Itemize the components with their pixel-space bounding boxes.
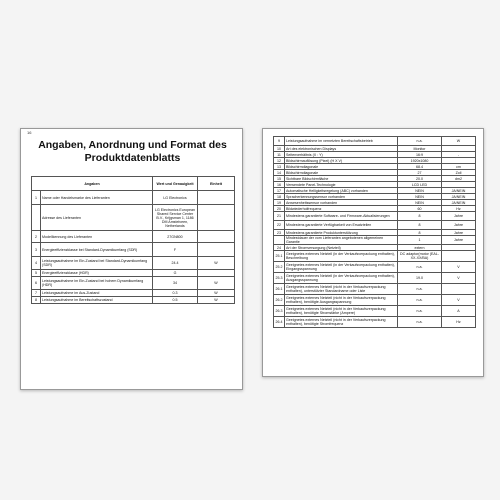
row-unit bbox=[442, 284, 476, 295]
row-label: Energieeffizienzklasse (HDR) bbox=[41, 270, 153, 277]
table-row bbox=[274, 212, 476, 221]
row-label: Verwendete Panel-Technologie bbox=[285, 182, 398, 188]
row-unit: Jahre bbox=[442, 236, 476, 245]
row-unit: cm bbox=[442, 164, 476, 170]
row-unit: JA/NEIN bbox=[442, 194, 476, 200]
product-data-table-left bbox=[31, 176, 235, 304]
page-number: 16 bbox=[27, 130, 32, 135]
row-label: Geeignetes externes Netzteil (nicht in der Verkaufsverpackung enthalten), benötigte Ausgangsspannung bbox=[285, 295, 398, 306]
row-number: 26.4 bbox=[274, 317, 285, 328]
row-number: 17 bbox=[274, 188, 285, 194]
row-value: extern bbox=[398, 245, 442, 251]
row-unit: Jahre bbox=[442, 230, 476, 236]
row-unit: Jahre bbox=[442, 212, 476, 221]
row-number: 25.2 bbox=[274, 262, 285, 273]
row-number: 26.2 bbox=[274, 295, 285, 306]
row-value: n.a. bbox=[398, 284, 442, 295]
row-value: 8 bbox=[398, 221, 442, 230]
row-number: 8 bbox=[32, 297, 41, 304]
row-value: 1 bbox=[398, 236, 442, 245]
row-value: 0.3 bbox=[153, 290, 198, 297]
table-row bbox=[274, 137, 476, 146]
row-number: 7 bbox=[32, 290, 41, 297]
row-value: LG Electronics bbox=[153, 191, 198, 205]
row-label: Leistungsaufnahme im Bereitschaftszustand bbox=[41, 297, 153, 304]
row-value: 20.0 bbox=[398, 176, 442, 182]
row-label: Adresse des Lieferanten bbox=[41, 205, 153, 231]
row-number: 12 bbox=[274, 158, 285, 164]
row-number: 23 bbox=[274, 230, 285, 236]
row-label: Seitenverhältnis (X : Y) bbox=[285, 152, 398, 158]
table-row bbox=[274, 306, 476, 317]
row-number: 4 bbox=[32, 257, 41, 270]
row-value: 24.4 bbox=[153, 257, 198, 270]
row-number: 26.3 bbox=[274, 306, 285, 317]
header-einheit: Einheit bbox=[198, 177, 235, 191]
row-value: 0.5 bbox=[153, 297, 198, 304]
row-label: Geeignetes externes Netzteil (nicht in der Verkaufsverpackung enthalten), benötigte Stromstärke (Ampere) bbox=[285, 306, 398, 317]
row-label: Bildschirmdiagonale bbox=[285, 164, 398, 170]
row-number bbox=[32, 205, 41, 231]
table-row bbox=[274, 273, 476, 284]
row-unit: Jahre bbox=[442, 221, 476, 230]
row-label: Spracherkennungssensor vorhanden bbox=[285, 194, 398, 200]
row-value: G bbox=[153, 270, 198, 277]
row-value: Monitor bbox=[398, 146, 442, 152]
table-row bbox=[32, 297, 235, 304]
row-number: 22 bbox=[274, 221, 285, 230]
row-value: DC adaptor(motor (EAL-XX-XX/BA) bbox=[398, 251, 442, 262]
row-value: n.a. bbox=[398, 295, 442, 306]
row-number: 5 bbox=[32, 270, 41, 277]
row-value: 1920x1080 bbox=[398, 158, 442, 164]
row-label: Leistungsaufnahme im Ein-Zustand bei Standard-Dynamikumfang (SDR) bbox=[41, 257, 153, 270]
row-unit: JA/NEIN bbox=[442, 188, 476, 194]
row-number: 3 bbox=[32, 243, 41, 257]
row-number: 11 bbox=[274, 152, 285, 158]
row-unit bbox=[198, 270, 235, 277]
row-number: 20 bbox=[274, 206, 285, 212]
row-number: 21 bbox=[274, 212, 285, 221]
row-value: 27GN800 bbox=[153, 231, 198, 243]
datasheet-page-right bbox=[262, 128, 484, 377]
row-label: Mindestens garantierte Verfügbarkeit von Ersatzteilen bbox=[285, 221, 398, 230]
table-row bbox=[274, 236, 476, 245]
row-label: Modellkennung des Lieferanten bbox=[41, 231, 153, 243]
row-value: NEIN bbox=[398, 194, 442, 200]
row-number: 9 bbox=[274, 137, 285, 146]
row-unit bbox=[198, 243, 235, 257]
table-row bbox=[32, 243, 235, 257]
row-number: 2 bbox=[32, 231, 41, 243]
row-value: 68.4 bbox=[398, 164, 442, 170]
table-row bbox=[274, 262, 476, 273]
row-unit: Hz bbox=[442, 206, 476, 212]
row-label: Art des elektronischen Displays bbox=[285, 146, 398, 152]
row-number: 25.1 bbox=[274, 251, 285, 262]
row-number: 14 bbox=[274, 170, 285, 176]
row-number: 15 bbox=[274, 176, 285, 182]
row-unit: W bbox=[442, 137, 476, 146]
row-label: Name oder Handelsmarke des Lieferanten bbox=[41, 191, 153, 205]
row-label: Energieeffizienzklasse bei Standard-Dynamikumfang (SDR) bbox=[41, 243, 153, 257]
row-label: Mindestdauer der vom Lieferanten angebotenen allgemeinen Garantie bbox=[285, 236, 398, 245]
row-value: LG Electronics European Shared Service Center B.V., Krijgsman 1, 1186 DM Amstelveen, Netherlands bbox=[153, 205, 198, 231]
row-unit: V bbox=[442, 273, 476, 284]
row-number bbox=[274, 236, 285, 245]
row-label: Bildwiederholfrequenz bbox=[285, 206, 398, 212]
table-row bbox=[32, 277, 235, 290]
row-label: Automatische Helligkeitsregelung (ABC) vorhanden bbox=[285, 188, 398, 194]
row-unit: Zoll bbox=[442, 170, 476, 176]
table-row bbox=[32, 231, 235, 243]
row-value: LCD LED bbox=[398, 182, 442, 188]
row-unit: JA/NEIN bbox=[442, 200, 476, 206]
row-number: 1 bbox=[32, 191, 41, 205]
row-unit: W bbox=[198, 297, 235, 304]
row-unit: W bbox=[198, 290, 235, 297]
row-number: 24 bbox=[274, 245, 285, 251]
row-number: 19 bbox=[274, 200, 285, 206]
datasheet-page-left bbox=[20, 128, 243, 390]
title-line-2: Produktdatenblatts bbox=[84, 152, 181, 164]
row-unit: dm2 bbox=[442, 176, 476, 182]
row-unit: W bbox=[198, 277, 235, 290]
row-label: Mindestens garantierte Software- und Firmware-Aktualisierungen bbox=[285, 212, 398, 221]
table-row bbox=[274, 317, 476, 328]
row-label: Geeignetes externes Netzteil (in der Verkaufsverpackung enthalten), Eingangsspannung bbox=[285, 262, 398, 273]
row-label: Leistungsaufnahme im Ein-Zustand bei hohem Dynamikumfang (HDR) bbox=[41, 277, 153, 290]
row-value: F bbox=[153, 243, 198, 257]
row-value: 16:9 bbox=[398, 152, 442, 158]
row-label: Mindestens garantierte Produktunterstützung bbox=[285, 230, 398, 236]
row-unit bbox=[198, 191, 235, 205]
table-row bbox=[32, 191, 235, 205]
row-value: 60 bbox=[398, 206, 442, 212]
row-label: Geeignetes externes Netzteil (nicht in der Verkaufsverpackung enthalten), unterstützter Standardname oder Liste bbox=[285, 284, 398, 295]
row-unit bbox=[198, 231, 235, 243]
row-value: n.a. bbox=[398, 262, 442, 273]
row-label: Sichtbare Bildschirmfläche bbox=[285, 176, 398, 182]
row-label: Geeignetes externes Netzteil (nicht in der Verkaufsverpackung enthalten), benötigte Stromfrequenz bbox=[285, 317, 398, 328]
table-row bbox=[32, 205, 235, 231]
product-data-table-right bbox=[273, 136, 476, 328]
row-unit: A bbox=[442, 306, 476, 317]
row-number: 18 bbox=[274, 194, 285, 200]
row-label: Geeignetes externes Netzteil (in der Verkaufsverpackung enthalten), Beschreibung bbox=[285, 251, 398, 262]
row-value: 19.0 bbox=[398, 273, 442, 284]
row-number: 25.3 bbox=[274, 273, 285, 284]
table-header-row bbox=[32, 177, 235, 191]
row-label: Leistungsaufnahme im Aus-Zustand bbox=[41, 290, 153, 297]
table-row bbox=[32, 290, 235, 297]
row-label: Anwesenheitssensor vorhanden bbox=[285, 200, 398, 206]
row-value: n.a. bbox=[398, 137, 442, 146]
title-line-1: Angaben, Anordnung und Format des bbox=[38, 139, 227, 151]
row-value: n.a. bbox=[398, 317, 442, 328]
row-value: n.a. bbox=[398, 306, 442, 317]
row-value: 34 bbox=[153, 277, 198, 290]
row-label: Leistungsaufnahme im vernetzten Bereitschaftsbetrieb bbox=[285, 137, 398, 146]
header-wert: Wert und Genauigkeit bbox=[153, 177, 198, 191]
row-value: NEIN bbox=[398, 188, 442, 194]
row-unit: W bbox=[198, 257, 235, 270]
row-label: Bildschirmauflösung (Pixel) (H X V) bbox=[285, 158, 398, 164]
row-value: NEIN bbox=[398, 200, 442, 206]
row-value: 8 bbox=[398, 230, 442, 236]
table-row bbox=[274, 221, 476, 230]
table-row bbox=[274, 284, 476, 295]
row-label: Geeignetes externes Netzteil (in der Verkaufsverpackung enthalten), Ausgangsspannung bbox=[285, 273, 398, 284]
row-label: Art der Stromversorgung (Netzteil) bbox=[285, 245, 398, 251]
row-number: 16 bbox=[274, 182, 285, 188]
row-label: Bildschirmdiagonale bbox=[285, 170, 398, 176]
row-number: 26.1 bbox=[274, 284, 285, 295]
row-unit: V bbox=[442, 295, 476, 306]
row-unit: V bbox=[442, 262, 476, 273]
document-title bbox=[31, 139, 234, 165]
row-number: 6 bbox=[32, 277, 41, 290]
row-value: 27 bbox=[398, 170, 442, 176]
table-row bbox=[32, 270, 235, 277]
row-number: 10 bbox=[274, 146, 285, 152]
row-unit: - bbox=[442, 152, 476, 158]
row-unit bbox=[198, 205, 235, 231]
header-angaben: Angaben bbox=[32, 177, 153, 191]
table-row bbox=[274, 295, 476, 306]
table-row bbox=[32, 257, 235, 270]
row-unit: Hz bbox=[442, 317, 476, 328]
row-value: 8 bbox=[398, 212, 442, 221]
row-number: 13 bbox=[274, 164, 285, 170]
row-unit bbox=[442, 251, 476, 262]
table-row bbox=[274, 251, 476, 262]
